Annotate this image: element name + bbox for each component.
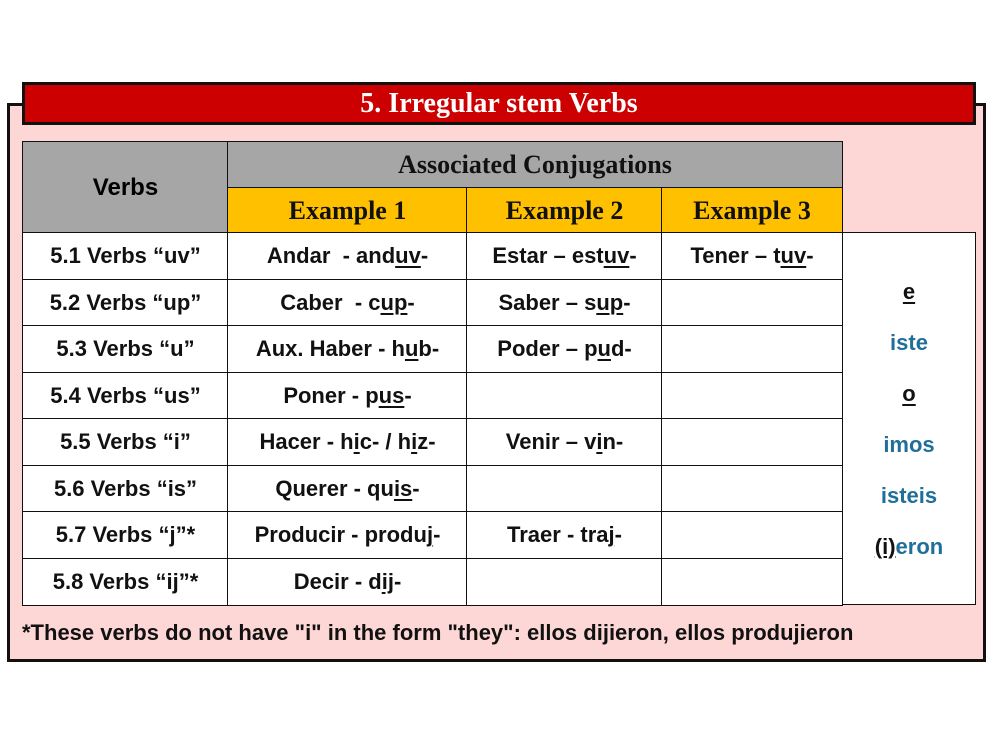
stem-highlight: i [596,429,603,455]
row-label [22,511,229,560]
title-bar [22,82,976,125]
example-2-cell [466,418,663,467]
row-label-text: 5.1 Verbs “uv” [50,243,201,269]
stem-highlight: u [404,336,419,362]
page-title: 5. Irregular stem Verbs [360,87,638,119]
header-example-3 [661,187,843,234]
row-label-text: 5.5 Verbs “i” [60,429,191,455]
stem-highlight: i [411,429,418,455]
example-2-text [497,336,631,362]
text-segment: - [623,289,631,315]
row-label [22,325,229,374]
row-label [22,465,229,514]
ending-item: e [902,278,916,304]
ending-item: imos [883,431,935,457]
example-2-cell [466,558,663,607]
text-segment: Producir - produ [254,522,427,548]
text-segment: - [407,289,415,315]
example-1-text [267,243,428,269]
text-segment: z- [417,429,436,455]
stem-highlight: is [393,475,413,501]
ending-item [875,521,943,572]
example-2-cell [466,511,663,560]
stem-highlight: u [597,336,611,362]
endings-column [842,232,976,605]
text-segment: Traer - tra [507,522,609,548]
row-label [22,279,229,328]
example-2-text [492,243,636,269]
header-verbs [22,141,229,234]
text-segment: Saber – s [498,289,597,315]
example-3-cell [661,418,843,467]
row-label-text: 5.8 Verbs “ij”* [52,568,199,594]
text-segment: d- [610,336,632,362]
example-2-cell [466,372,663,421]
header-example-3-label: Example 3 [693,195,811,225]
stem-highlight: up [380,289,408,315]
text-segment: Estar – est [492,243,604,269]
row-label-text: 5.3 Verbs “u” [56,336,195,362]
text-segment: - [806,243,814,269]
text-segment: c- / h [359,429,412,455]
header-example-2-label: Example 2 [505,195,624,225]
header-associated-conjugations [227,141,843,189]
conjugation-table [22,141,976,605]
example-2-cell [466,232,663,281]
text-segment: Decir - d [293,568,382,594]
text-segment: - [614,522,622,548]
stem-highlight: j [426,522,434,548]
example-3-cell [661,325,843,374]
row-label [22,418,229,467]
text-segment: n- [602,429,624,455]
example-1-cell [227,325,468,374]
text-segment: - [404,382,412,408]
example-2-text [506,429,623,455]
header-example-1-label: Example 1 [288,195,407,225]
text-segment: - [393,568,402,594]
example-1-cell [227,465,468,514]
example-1-cell [227,372,468,421]
example-1-cell [227,511,468,560]
example-3-cell [661,372,843,421]
stem-highlight: uv [603,243,630,269]
ending-suffix: eron [895,533,944,559]
text-segment: Hacer - h [259,429,354,455]
ending-item: iste [890,329,928,355]
example-1-cell [227,558,468,607]
example-3-cell [661,232,843,281]
header-verbs-label: Verbs [92,173,159,201]
row-label [22,372,229,421]
example-1-cell [227,418,468,467]
header-associated-label: Associated Conjugations [398,150,672,179]
row-label-text: 5.2 Verbs “up” [49,289,202,315]
stem-highlight: up [596,289,624,315]
example-1-text [255,522,441,548]
stem-highlight: i [353,429,360,455]
text-segment: - [629,243,637,269]
text-segment: - [412,475,420,501]
example-1-text [294,569,402,595]
example-2-cell [466,325,663,374]
text-segment: b- [418,336,440,362]
text-segment: Aux. Haber - h [255,336,405,362]
text-segment: Poder – p [497,336,598,362]
header-example-1 [227,187,468,234]
text-segment: Venir – v [505,429,597,455]
row-label-text: 5.4 Verbs “us” [50,382,201,408]
text-segment: - [433,522,441,548]
example-2-text [498,290,630,316]
ending-item: isteis [880,482,938,508]
text-segment: Querer - qu [275,475,394,501]
stem-highlight: ij [381,568,394,594]
ending-item: o [902,380,916,406]
example-3-cell [661,558,843,607]
example-1-cell [227,279,468,328]
example-1-text [283,383,411,409]
footnote: *These verbs do not have "i" in the form "they": ellos dijieron, ellos produjieron [22,620,854,645]
example-1-text [256,336,439,362]
text-segment: Caber - c [280,289,381,315]
example-2-cell [466,465,663,514]
example-3-text [690,243,813,269]
row-label-text: 5.7 Verbs “j”* [55,522,196,548]
row-label-text: 5.6 Verbs “is” [53,475,198,501]
example-2-cell [466,279,663,328]
example-2-text [507,522,622,548]
ending-prefix: (i) [874,533,896,559]
stem-highlight: uv [395,243,421,269]
text-segment: Tener – t [690,243,781,269]
example-1-text [275,476,419,502]
stem-highlight: j [608,522,615,548]
text-segment: Andar - and [266,243,396,269]
stem-highlight: uv [780,243,807,269]
text-segment: - [420,243,429,269]
text-segment: Poner - p [283,382,379,408]
example-1-cell [227,232,468,281]
header-example-2 [466,187,663,234]
row-label [22,558,229,607]
example-3-cell [661,465,843,514]
example-3-cell [661,279,843,328]
example-1-text [280,290,414,316]
example-3-cell [661,511,843,560]
row-label [22,232,229,281]
example-1-text [259,429,435,455]
stem-highlight: us [378,382,405,408]
